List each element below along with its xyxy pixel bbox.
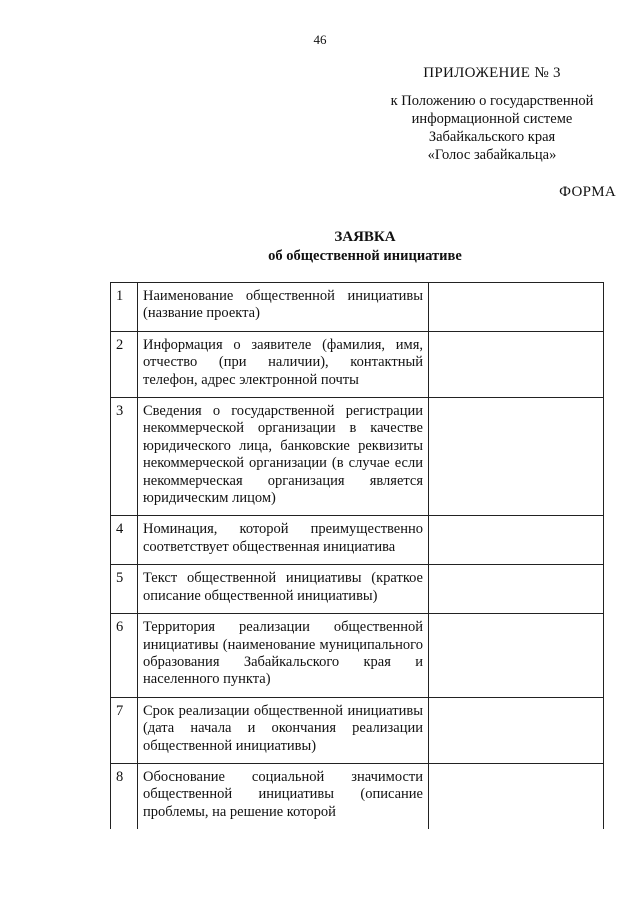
row-number: 5 [111,565,138,614]
appendix-line: Забайкальского края [428,129,556,145]
appendix-line: к Положению о государственной [390,93,594,109]
row-number: 2 [111,331,138,397]
appendix-line: информационной системе [411,111,573,127]
table-row [111,614,604,698]
appendix-line: «Голос забайкальца» [427,147,557,163]
table-row [111,331,604,397]
row-value-field[interactable] [429,614,604,698]
table-row [111,283,604,332]
appendix-gap [372,82,612,92]
row-label: Обоснование социальной значимости общественной инициативы (описание проблемы, на решение которой [138,763,429,829]
row-number: 7 [111,697,138,763]
row-label: Номинация, которой преимущественно соответствует общественная инициатива [138,516,429,565]
row-number: 6 [111,614,138,698]
document-subtitle: об общественной инициативе [268,248,462,264]
row-label: Текст общественной инициативы (краткое описание общественной инициативы) [138,565,429,614]
row-number: 3 [111,398,138,516]
row-number: 8 [111,763,138,829]
page-number: 46 [313,32,327,47]
row-label: Информация о заявителе (фамилия, имя, отчество (при наличии), контактный телефон, адрес электронной почты [138,331,429,397]
application-table [110,282,604,829]
row-value-field[interactable] [429,398,604,516]
document-title: ЗАЯВКА [334,229,396,245]
row-label: Территория реализации общественной инициативы (наименование муниципального образования Забайкальского края и населенного пункта) [138,614,429,698]
row-label: Срок реализации общественной инициативы (дата начала и окончания реализации общественной инициативы) [138,697,429,763]
row-value-field[interactable] [429,565,604,614]
table-row [111,516,604,565]
row-value-field[interactable] [429,697,604,763]
table-row [111,398,604,516]
row-value-field[interactable] [429,283,604,332]
table-row [111,565,604,614]
row-number: 1 [111,283,138,332]
row-number: 4 [111,516,138,565]
row-value-field[interactable] [429,763,604,829]
table-row [111,763,604,829]
row-value-field[interactable] [429,331,604,397]
row-value-field[interactable] [429,516,604,565]
row-label: Сведения о государственной регистрации некоммерческой организации в качестве юридического лица, банковские реквизиты некоммерческой организации (в случае если некоммерческая организация является юридическим лицом) [138,398,429,516]
appendix-title: ПРИЛОЖЕНИЕ № 3 [423,65,561,81]
row-label: Наименование общественной инициативы (название проекта) [138,283,429,332]
form-label: ФОРМА [559,184,616,200]
appendix-header [372,64,612,164]
table-row [111,697,604,763]
